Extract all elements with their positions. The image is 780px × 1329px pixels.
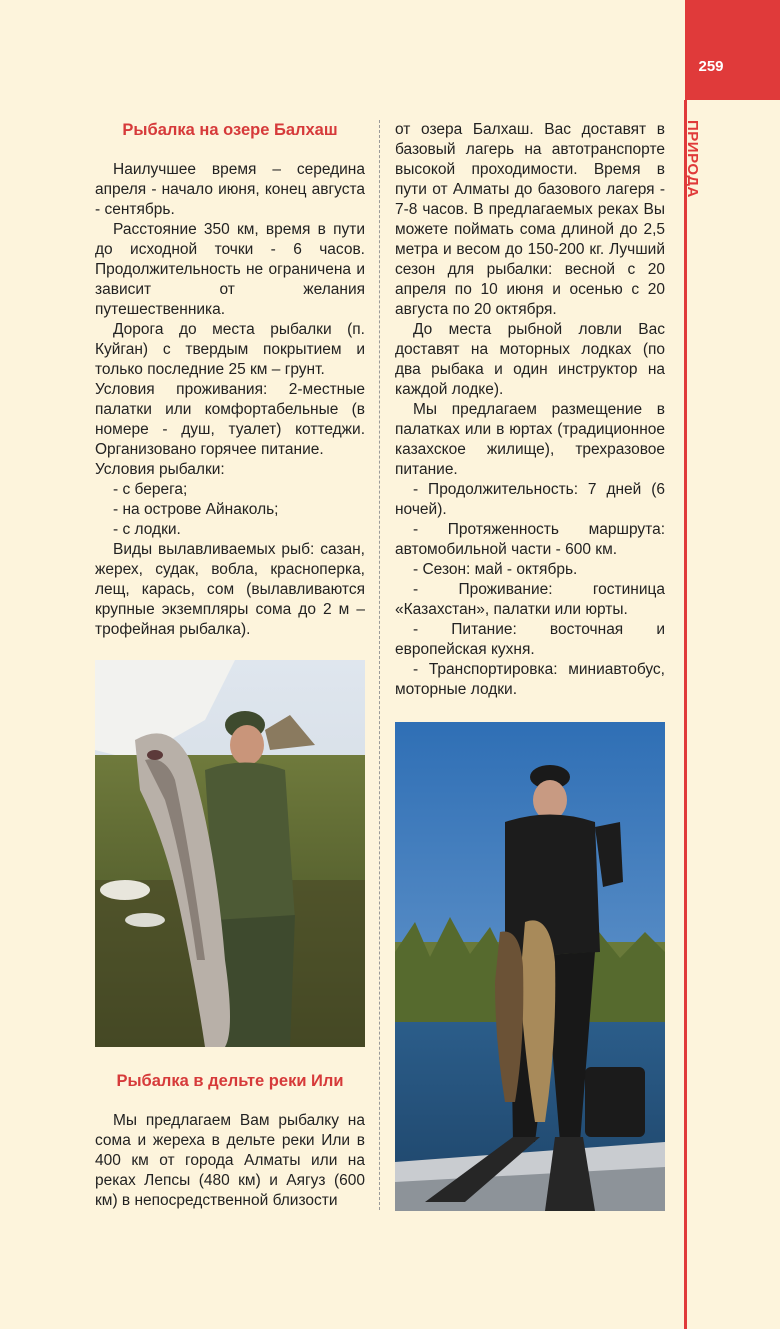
balkhash-condition-item: - на острове Айнаколь; bbox=[113, 501, 279, 518]
balkhash-distance: Расстояние 350 км, время в пути до исходной точки - 6 часов. Продолжительность не ограничена и зависит от желания путешественника. bbox=[95, 221, 365, 318]
sidebar-rule bbox=[684, 100, 687, 1329]
ili-article-start bbox=[95, 1071, 365, 1211]
balkhash-best-time: Наилучшее время – середина апреля - начало июня, конец августа - сентябрь. bbox=[95, 161, 365, 218]
ili-detail-item: - Сезон: май - октябрь. bbox=[413, 561, 578, 578]
ili-detail-item: - Продолжительность: 7 дней (6 ночей). bbox=[395, 481, 665, 518]
balkhash-accommodation: Условия проживания: 2-местные палатки или комфортабельные (в номере - душ, туалет) коттеджи. Организовано горячее питание. bbox=[95, 381, 365, 458]
ili-title: Рыбалка в дельте реки Или bbox=[116, 1072, 344, 1090]
balkhash-road: Дорога до места рыбалки (п. Куйган) с твердым покрытием и только последние 25 км – грунт. bbox=[95, 321, 365, 378]
ili-intro: Мы предлагаем Вам рыбалку на сома и жереха в дельте реки Или в 400 км от города Алматы или на реках Лепсы (480 км) и Аягуз (600 км) в непосредственной близости bbox=[95, 1112, 365, 1209]
balkhash-fish-species: Виды вылавливаемых рыб: сазан, жерех, судак, вобла, красноперка, лещ, карась, сом (вылавливаются крупные экземпляры сома до 2 м – трофейная рыбалка). bbox=[95, 541, 365, 638]
page-number-tab bbox=[685, 0, 780, 100]
balkhash-title: Рыбалка на озере Балхаш bbox=[122, 121, 338, 139]
balkhash-article bbox=[95, 120, 365, 640]
page-number: 259 bbox=[698, 58, 724, 75]
ili-detail-item: - Транспортировка: миниавтобус, моторные лодки. bbox=[395, 661, 665, 698]
balkhash-condition-item: - с лодки. bbox=[113, 521, 181, 538]
photo-spearfisher bbox=[395, 722, 665, 1211]
balkhash-condition-item: - с берега; bbox=[113, 481, 188, 498]
ili-boats: До места рыбной ловли Вас доставят на моторных лодках (по два рыбака и один инструктор на каждой лодке). bbox=[395, 321, 665, 398]
photo-catfish-fisherman bbox=[95, 660, 365, 1047]
ili-article-continued bbox=[395, 120, 665, 700]
ili-detail-item: - Протяженность маршрута: автомобильной части - 600 км. bbox=[395, 521, 665, 558]
ili-detail-item: - Питание: восточная и европейская кухня. bbox=[395, 621, 665, 658]
section-label: ПРИРОДА bbox=[684, 120, 701, 198]
ili-accommodation: Мы предлагаем размещение в палатках или в юртах (традиционное казахское жилище), трехразовое питание. bbox=[395, 401, 665, 478]
ili-detail-item: - Проживание: гостиница «Казахстан», палатки или юрты. bbox=[395, 581, 665, 618]
balkhash-conditions-label: Условия рыбалки: bbox=[95, 461, 225, 478]
ili-intro-continued: от озера Балхаш. Вас доставят в базовый лагерь на автотранспорте высокой проходимости. Время в пути от Алматы до базового лагеря - 7-8 часов. В предлагаемых реках Вы можете поймать сома длиной до 2,5 метра и весом до 150-200 кг. Лучший сезон для рыбалки: весной с 20 апреля по 10 июня и осенью с 20 августа по 20 октября. bbox=[395, 121, 665, 318]
column-divider bbox=[379, 120, 380, 1210]
